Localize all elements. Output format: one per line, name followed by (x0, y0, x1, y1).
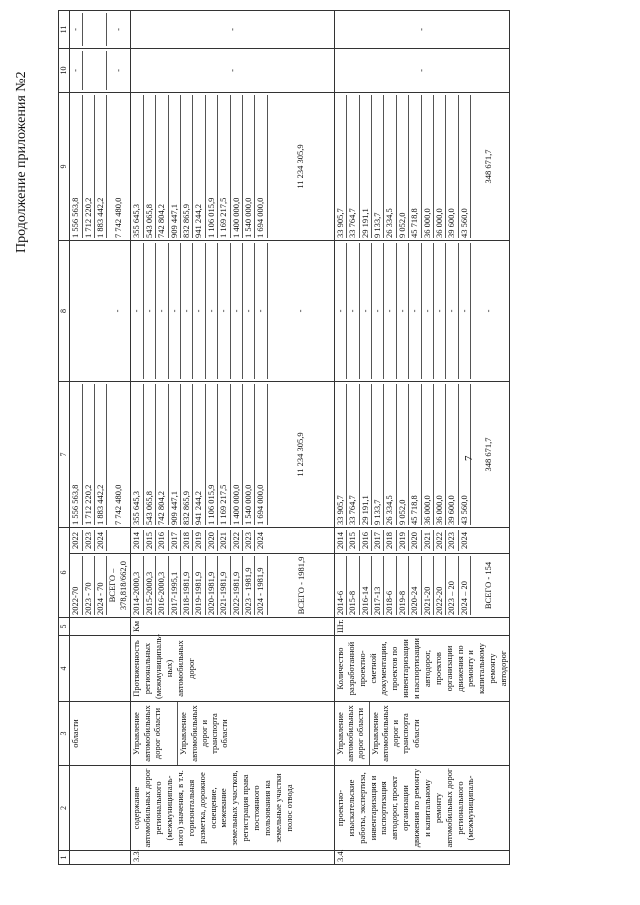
amount-value: 26 334,5 (384, 95, 396, 238)
dash-value: - (131, 11, 334, 49)
amount-value: 39 600,0 (446, 95, 458, 238)
amount-value: 1 540 000,0 (243, 95, 255, 238)
source-value: - (335, 243, 347, 379)
year-value: 2021 (422, 530, 434, 551)
total-period-value: ВСЕГО - 1981,9 (295, 556, 306, 615)
period-value: 2014-6 (335, 556, 347, 615)
source-value: - (434, 243, 446, 379)
dash-value: - (131, 49, 334, 93)
period-value: 2017-13 (372, 556, 384, 615)
table-row-previous-item (70, 11, 131, 865)
year-value: 2022 (434, 530, 446, 551)
year-value: 2023 (83, 530, 95, 551)
dash-value: - (112, 28, 123, 31)
period-value: 2022-20 (434, 556, 446, 615)
column-number: 5 (59, 618, 70, 636)
period-value: 2024 - 70 (95, 556, 107, 615)
amount-value: 43 560,0 (459, 95, 471, 238)
amount-value: 36 000,0 (422, 95, 434, 238)
source-value: - (218, 243, 230, 379)
year-value: 2020 (206, 530, 218, 551)
dash-value: - (334, 49, 509, 93)
total-amount-value: 11 234 305,9 (294, 432, 305, 477)
amount-value: 1 400 000,0 (231, 384, 243, 525)
amount-value: 1 694 000,0 (255, 384, 267, 525)
item-number: 3.4. (334, 851, 509, 865)
amount-value: 1 883 442,2 (95, 95, 107, 238)
period-value: 2023 – 20 (446, 556, 458, 615)
amount-value: 1 169 217,5 (218, 95, 230, 238)
amount-value: 9 133,7 (372, 384, 384, 525)
amount-value: 941 244,2 (193, 384, 205, 525)
period-value: 2023 - 1981,9 (243, 556, 255, 615)
column-number: 4 (59, 636, 70, 702)
column-number: 1 (59, 851, 70, 865)
source-value: - (459, 243, 471, 379)
amount-value: 543 065,8 (144, 95, 156, 238)
source-value: - (231, 243, 243, 379)
source-value: - (206, 243, 218, 379)
amount-value: 1 712 220,2 (83, 95, 95, 238)
indicator-cell: Количество разработанной проектно-сметной документации, проектов по инвентаризации и паспортизации автодорог, проектов организации движения по ремонту и капитальному ремонту автодорог (334, 636, 509, 702)
amount-value: 1 883 442,2 (95, 384, 107, 525)
amount-value: 543 065,8 (144, 384, 156, 525)
amount-value: 1 556 563,8 (70, 384, 82, 525)
source-value: - (131, 243, 143, 379)
column-number: 8 (59, 241, 70, 382)
column-number: 6 (59, 528, 70, 618)
amount-value: 9 052,0 (397, 95, 409, 238)
period-value: 2024 – 20 (459, 556, 471, 615)
amount-value: 26 334,5 (384, 384, 396, 525)
source-value: - (255, 243, 267, 379)
column-number: 10 (59, 49, 70, 93)
year-value: 2024 (255, 532, 266, 549)
year-value: 2015 (144, 530, 156, 551)
year-value: 2024 (458, 532, 469, 549)
amount-value: 1 694 000,0 (255, 95, 267, 238)
item-number: 3.3. (131, 851, 334, 865)
dash-value: - (70, 51, 82, 90)
source-value: - (347, 243, 359, 379)
year-value: 2020 (409, 530, 421, 551)
period-value: 2015-8 (347, 556, 359, 615)
period-value: 2016-14 (360, 556, 372, 615)
unit-cell: Шт. (334, 618, 509, 636)
total-amount-value: 348 671,7 (483, 149, 494, 184)
year-value: 2016 (360, 530, 372, 551)
year-value: 2021 (218, 530, 230, 551)
source-value: - (111, 309, 122, 313)
year-value: 2014 (335, 530, 347, 551)
amount-value: 1 106 015,9 (206, 384, 218, 525)
period-value: 2020-1981,9 (206, 556, 218, 615)
amount-value: 742 804,2 (156, 384, 168, 525)
source-value: - (422, 243, 434, 379)
column-number: 7 (59, 382, 70, 528)
page-number: 7 (463, 455, 475, 461)
source-value: - (294, 309, 305, 313)
period-value: 2015-2000,3 (144, 556, 156, 615)
amount-value: 832 865,9 (181, 384, 193, 525)
source-value: - (169, 243, 181, 379)
dash-value: - (112, 69, 123, 72)
source-value: - (446, 243, 458, 379)
year-value: 2017 (372, 530, 384, 551)
amount-value: 29 191,1 (360, 384, 372, 525)
dash-value: - (334, 11, 509, 49)
dash-value: - (70, 13, 82, 46)
amount-value: 33 764,7 (347, 95, 359, 238)
continuation-title: Продолжение приложения №2 (14, 71, 29, 253)
year-value: 2023 (243, 530, 255, 551)
amount-value: 36 000,0 (434, 384, 446, 525)
period-value: 2018-1981,9 (181, 556, 193, 615)
unit-cell: Км (131, 618, 334, 636)
amount-value: 45 718,8 (409, 384, 421, 525)
year-value: 2022 (231, 530, 243, 551)
amount-value: 43 560,0 (459, 384, 471, 525)
amount-value: 9 133,7 (372, 95, 384, 238)
source-value: - (243, 243, 255, 379)
amount-value: 1 169 217,5 (218, 384, 230, 525)
source-value: - (360, 243, 372, 379)
year-value: 2016 (156, 530, 168, 551)
source-value: - (181, 243, 193, 379)
amount-value: 36 000,0 (434, 95, 446, 238)
amount-value: 832 865,9 (181, 95, 193, 238)
period-value: 2014-2000,3 (131, 556, 143, 615)
period-value: 2019-1981,9 (193, 556, 205, 615)
amount-value: 941 244,2 (193, 95, 205, 238)
column-number: 3 (59, 702, 70, 766)
program-table (58, 10, 510, 865)
table-row-3-4 (334, 11, 509, 865)
source-value: - (144, 243, 156, 379)
year-value: 2018 (384, 530, 396, 551)
executor-cell: Управление автомобильных дорог области (131, 702, 178, 765)
amount-value: 45 718,8 (409, 95, 421, 238)
amount-value: 1 106 015,9 (206, 95, 218, 238)
amount-value: 1 712 220,2 (83, 384, 95, 525)
total-amount-value: 7 742 480,0 (113, 484, 124, 525)
amount-value: 36 000,0 (422, 384, 434, 525)
period-value: 2024 - 1981,9 (255, 556, 267, 615)
source-value: - (193, 243, 205, 379)
amount-value: 33 905,7 (335, 384, 347, 525)
amount-value: 909 447,1 (169, 95, 181, 238)
item-name: содержание автомобильных дорог регионального (межмуниципаль-ного) значения, в т.ч. горизонтальная разметка, дорожное освещение, межевание земельных участков, регистрация права постоянного пользования на земельные участки полос отвода (131, 766, 334, 851)
table-row-3-3 (131, 11, 334, 865)
amount-value: 1 540 000,0 (243, 384, 255, 525)
period-value: 2023 - 70 (83, 556, 95, 615)
indicator-cell: Протяженность региональных (межмуниципаль-ных) автомобильных дорог (131, 636, 334, 702)
executor-cell: области (70, 702, 131, 766)
period-value: 2019-8 (397, 556, 409, 615)
year-value: 2023 (446, 530, 458, 551)
source-value: - (372, 243, 384, 379)
total-period-value: ВСЕГО – 378,818/662,0 (107, 560, 128, 611)
year-value: 2022 (70, 530, 82, 551)
amount-value: 1 556 563,8 (70, 95, 82, 238)
column-number-row (59, 11, 70, 865)
executor-cell: Управление автомобильных дорог и транспорта области (369, 705, 421, 762)
source-value: - (483, 309, 494, 313)
amount-value: 909 447,1 (169, 384, 181, 525)
total-amount-value: 11 234 305,9 (294, 144, 305, 189)
total-amount-value: 348 671,7 (483, 437, 494, 472)
period-value: 2017-1995,1 (169, 556, 181, 615)
amount-value: 39 600,0 (446, 384, 458, 525)
amount-value: 29 191,1 (360, 95, 372, 238)
period-value: 2022-1981,9 (231, 556, 243, 615)
source-value: - (397, 243, 409, 379)
source-value: - (409, 243, 421, 379)
amount-value: 33 905,7 (335, 95, 347, 238)
year-value: 2017 (169, 530, 181, 551)
year-value: 2019 (397, 530, 409, 551)
item-name: проектно-изыскательские работы, экспертиза, инвентаризация и паспортизация автодорог, проект организации движения по ремонту и капитальному ремонту автомобильных дорог регионального (межмуниципаль- (334, 766, 509, 851)
amount-value: 355 645,3 (131, 95, 143, 238)
amount-value: 355 645,3 (131, 384, 143, 525)
period-value: 2018-6 (384, 556, 396, 615)
amount-value: 1 400 000,0 (231, 95, 243, 238)
amount-value: 9 052,0 (397, 384, 409, 525)
column-number: 11 (59, 11, 70, 49)
column-number: 2 (59, 766, 70, 851)
period-value: 2020-24 (409, 556, 421, 615)
year-value: 2014 (131, 530, 143, 551)
source-value: - (384, 243, 396, 379)
total-period-value: ВСЕГО - 154 (483, 561, 494, 610)
year-value: 2019 (193, 530, 205, 551)
column-number: 9 (59, 93, 70, 241)
executor-cell: Управление автомобильных дорог и транспорта области (178, 705, 230, 762)
year-value: 2015 (347, 530, 359, 551)
period-value: 2021-1981,9 (218, 556, 230, 615)
year-value: 2024 (95, 530, 107, 551)
total-amount-value: 7 742 480,0 (113, 197, 124, 238)
source-value: - (156, 243, 168, 379)
period-value: 2021-20 (422, 556, 434, 615)
executor-cell: Управление автомобильных дорог области (335, 702, 370, 765)
amount-value: 742 804,2 (156, 95, 168, 238)
period-value: 2022-70 (70, 556, 82, 615)
year-value: 2018 (181, 530, 193, 551)
period-value: 2016-2000,3 (156, 556, 168, 615)
amount-value: 33 764,7 (347, 384, 359, 525)
